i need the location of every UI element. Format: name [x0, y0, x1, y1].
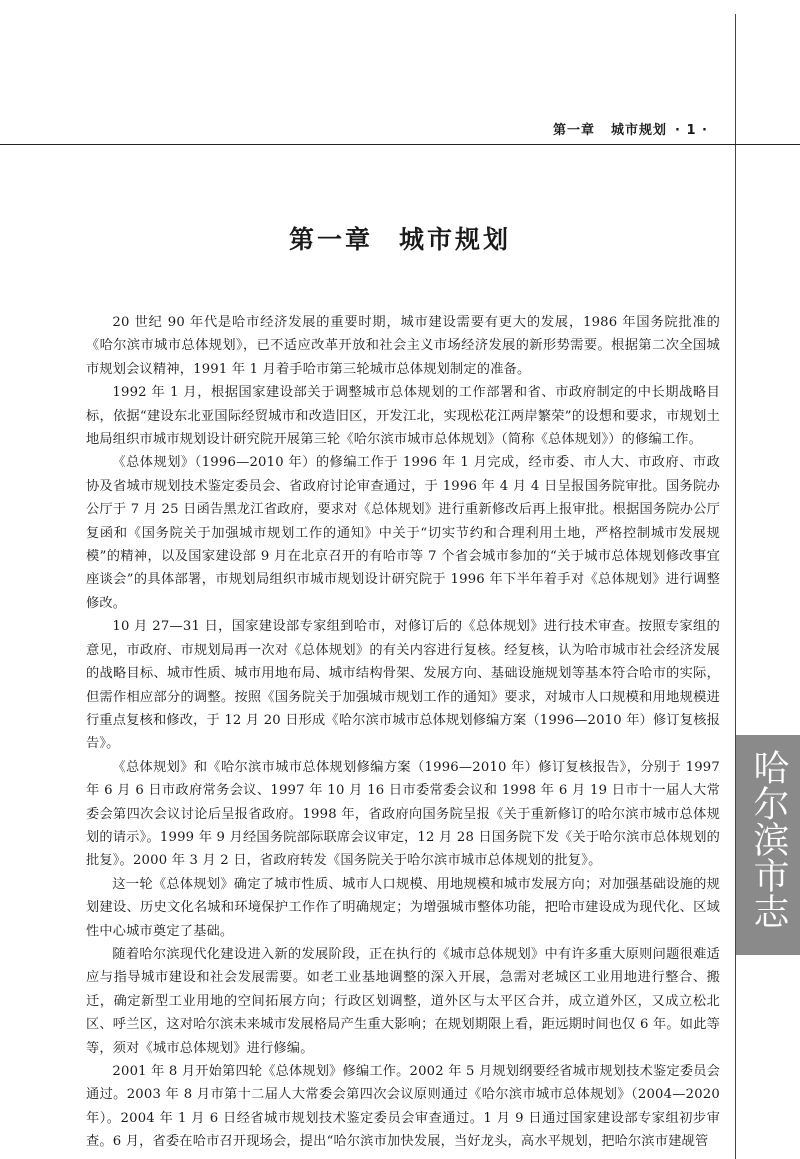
side-tab [736, 735, 800, 955]
paragraph: 随着哈尔滨现代化建设进入新的发展阶段，正在执行的《城市总体规划》中有许多重大原则问题很难适应与指导城市建设和社会发展需要。如老工业基地调整的深入开展，急需对老城区工业用地进行整合、搬迁，确定新型工业用地的空间拓展方向；行政区划调整，道外区与太平区合并，成立道外区，又成立松北区、呼兰区，这对哈尔滨未来城市发展格局产生重大影响；在规划期限上看，距远期时间也仅 6 年。如此等等，须对《城市总体规划》进行修编。 [86, 946, 720, 1056]
vertical-margin-rule [735, 14, 736, 1159]
running-head [553, 119, 708, 138]
side-tab-label: 哈尔滨市志 [748, 749, 789, 929]
chapter-name: 城市规划 [399, 225, 512, 254]
paragraph: 1992 年 1 月，根据国家建设部关于调整城市总体规划的工作部署和省、市政府制定的中长期战略目标，依据“建设东北亚国际经贸城市和改造旧区，开发江北，实现松花江两岸繁荣”的设想和要求，市规划土地局组织市城市规划设计研究院开展第三轮《哈尔滨市城市总体规划》（简称《总体规划》）的修编工作。 [86, 385, 720, 448]
paragraph: 这一轮《总体规划》确定了城市性质、城市人口规模、用地规模和城市发展方向；对加强基础设施的规划建设、历史文化名城和环境保护工作作了明确规定；为增强城市整体功能，把哈市建设成为现代化、区域性中心城市奠定了基础。 [86, 876, 720, 939]
chapter-title [0, 220, 800, 256]
running-head-section: 城市规划 [611, 123, 668, 138]
paragraph: 《总体规划》（1996—2010 年）的修编工作于 1996 年 1 月完成，经市委、市人大、市政府、市政协及省城市规划技术鉴定委员会、省政府讨论审查通过，于 1996 年 4 月 4 日呈报国务院审批。国务院办公厅于 7 月 25 日函告黑龙江省政府，要求对《总体规划》进行重新修改后再上报审批。根据国务院办公厅复函和《国务院关于加强城市规划工作的通知》中关于“切实节约和合理利用土地，严格控制城市发展规模”的精神，以及国家建设部 9 月在北京召开的有哈市等 7 个省会城市参加的“关于城市总体规划修改事宜座谈会”的具体部署，市规划局组织市城市规划设计研究院于 1996 年下半年着手对《总体规划》进行调整修改。 [86, 455, 720, 611]
running-head-chapter: 第一章 [552, 123, 595, 138]
paragraph: 《总体规划》和《哈尔滨市城市总体规划修编方案（1996—2010 年）修订复核报告》，分别于 1997 年 6 月 6 日市政府常务会议、1997 年 10 月 16 日市委常委会议和 1998 年 6 月 19 日市十一届人大常委会第四次会议讨论后呈报省政府。1998 年，省政府向国务院呈报《关于重新修订的哈尔滨市城市总体规划的请示》。1999 年 9 月经国务院部际联席会议审定，12 月 28 日国务院下发《关于哈尔滨市总体规划的批复》。2000 年 3 月 2 日，省政府转发《国务院关于哈尔滨市城市总体规划的批复》。 [86, 759, 720, 869]
body-text [86, 311, 720, 1154]
header-rule [0, 144, 800, 145]
chapter-number: 第一章 [288, 225, 373, 254]
paragraph: 10 月 27—31 日，国家建设部专家组到哈市，对修订后的《总体规划》进行技术审查。按照专家组的意见，市政府、市规划局再一次对《总体规划》的有关内容进行复核。经复核，认为哈市城市社会经济发展的战略目标、城市性质、城市用地布局、城市结构骨架、发展方向、基础设施规划等基本符合哈市的实际，但需作相应部分的调整。按照《国务院关于加强城市规划工作的通知》要求，对城市人口规模和用地规模进行重点复核和修改，于 12 月 20 日形成《哈尔滨市城市总体规划修编方案（1996—2010 年）修订复核报告》。 [86, 619, 720, 752]
paragraph: 2001 年 8 月开始第四轮《总体规划》修编工作。2002 年 5 月规划纲要经省城市规划技术鉴定委员会通过。2003 年 8 月市第十二届人大常委会第四次会议原则通过《哈尔滨市城市总体规划》（2004—2020 年）。2004 年 1 月 6 日经省城市规划技术鉴定委员会审查通过。1 月 9 日通过国家建设部专家组初步审查。6 月，省委在哈市召开现场会，提出“哈尔滨市加快发展，当好龙头，高水平规划，把哈尔滨市建觇管 [86, 1064, 720, 1150]
paragraph: 20 世纪 90 年代是哈市经济发展的重要时期，城市建设需要有更大的发展，1986 年国务院批准的《哈尔滨市城市总体规划》，已不适应改革开放和社会主义市场经济发展的新形势需要。根据第二次全国城市规划会议精神，1991 年 1 月着手哈市第三轮城市总体规划制定的准备。 [86, 315, 720, 377]
page-number: · 1 · [675, 123, 708, 138]
